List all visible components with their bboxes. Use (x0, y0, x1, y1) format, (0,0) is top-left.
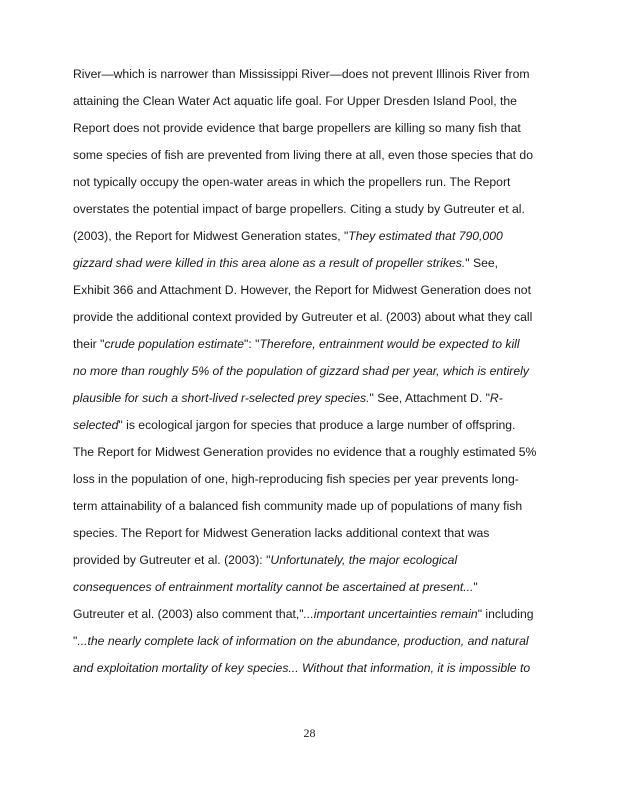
text-segment: not typically occupy the open-water areas in which the propellers run. The Report (73, 175, 511, 189)
text-segment: ": " (244, 337, 260, 351)
text-line (73, 601, 553, 628)
text-segment: " See, Attachment D. " (369, 391, 490, 405)
text-segment: Gutreuter et al. (2003) also comment that," (73, 607, 304, 621)
text-line (73, 439, 553, 466)
text-line (73, 547, 553, 574)
italic-quote-text: and exploitation mortality of key species... Without that information, it is impossible to (73, 661, 531, 675)
italic-quote-text: selected (73, 418, 119, 432)
italic-quote-text: plausible for such a short-lived r-selected prey species. (73, 391, 370, 405)
text-line (73, 304, 553, 331)
text-segment: " is ecological jargon for species that produce a large number of offspring. (118, 418, 516, 432)
text-segment: The Report for Midwest Generation provides no evidence that a roughly estimated 5% (73, 445, 537, 459)
italic-quote-text: R- (489, 391, 503, 405)
text-line (73, 520, 553, 547)
text-segment: overstates the potential impact of barge propellers. Citing a study by Gutreuter et al. (73, 202, 525, 216)
text-segment: term attainability of a balanced fish community made up of populations of many fish (73, 499, 523, 513)
italic-quote-text: Therefore, entrainment would be expected to kill (259, 337, 520, 351)
italic-quote-text: no more than roughly 5% of the population of gizzard shad per year, which is entirely (73, 364, 529, 378)
text-line (73, 358, 553, 385)
text-segment: " (473, 580, 478, 594)
page-number: 28 (303, 726, 316, 740)
text-line (73, 142, 553, 169)
text-segment: Exhibit 366 and Attachment D. However, the Report for Midwest Generation does not (73, 283, 531, 297)
text-line (73, 655, 553, 682)
italic-quote-text: They estimated that 790,000 (348, 229, 503, 243)
text-segment: River—which is narrower than Mississippi River—does not prevent Illinois River from (73, 67, 530, 81)
text-segment: their " (73, 337, 105, 351)
italic-quote-text: consequences of entrainment mortality cannot be ascertained at present... (73, 580, 474, 594)
text-segment: loss in the population of one, high-reproducing fish species per year prevents long- (73, 472, 519, 486)
text-segment: (2003), the Report for Midwest Generation states, " (73, 229, 349, 243)
text-line (73, 331, 553, 358)
italic-quote-text: Unfortunately, the major ecological (270, 553, 458, 567)
text-line (73, 61, 553, 88)
text-line (73, 493, 553, 520)
body-text (73, 61, 553, 682)
text-line (73, 466, 553, 493)
text-segment: provide the additional context provided by Gutreuter et al. (2003) about what they call (73, 310, 533, 324)
text-line (73, 385, 553, 412)
text-segment: Report does not provide evidence that barge propellers are killing so many fish that (73, 121, 521, 135)
text-segment: " (73, 634, 78, 648)
text-line (73, 88, 553, 115)
text-segment: " including (477, 607, 534, 621)
italic-quote-text: ...the nearly complete lack of information on the abundance, production, and natural (77, 634, 529, 648)
text-line (73, 223, 553, 250)
text-segment: some species of fish are prevented from living there at all, even those species that do (73, 148, 533, 162)
text-line (73, 169, 553, 196)
text-line (73, 412, 553, 439)
text-segment: species. The Report for Midwest Generation lacks additional context that was (73, 526, 490, 540)
text-segment: " See, (465, 256, 499, 270)
text-line (73, 574, 553, 601)
italic-quote-text: gizzard shad were killed in this area alone as a result of propeller strikes. (73, 256, 466, 270)
text-segment: provided by Gutreuter et al. (2003): " (73, 553, 271, 567)
text-segment: attaining the Clean Water Act aquatic life goal. For Upper Dresden Island Pool, the (73, 94, 517, 108)
text-line (73, 628, 553, 655)
text-line (73, 196, 553, 223)
text-line (73, 115, 553, 142)
text-line (73, 250, 553, 277)
italic-quote-text: crude population estimate (104, 337, 244, 351)
italic-quote-text: ...important uncertainties remain (303, 607, 478, 621)
text-line (73, 277, 553, 304)
